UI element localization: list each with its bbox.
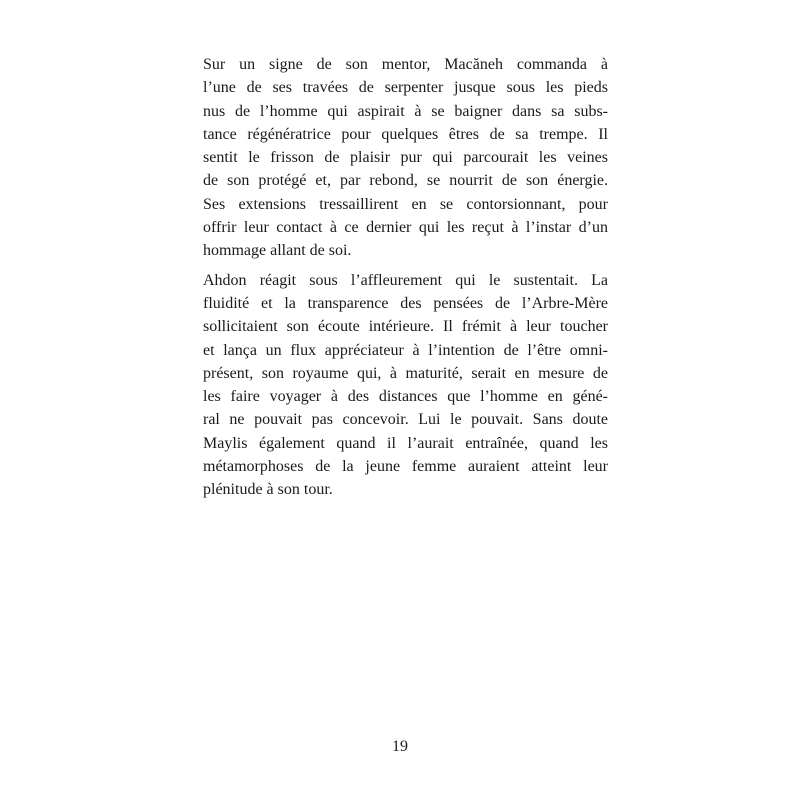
- text-line: Ahdon réagit sous l’affleurement qui le sustentait. La: [203, 271, 608, 289]
- text-line: sentit le frisson de plaisir pur qui parcourait les veines: [203, 149, 608, 167]
- text-line: nus de l’homme qui aspirait à se baigner dans sa subs-: [203, 102, 608, 120]
- text-line: plénitude à son tour.: [203, 481, 333, 499]
- text-line: ral ne pouvait pas concevoir. Lui le pouvait. Sans doute: [203, 411, 608, 429]
- text-line: et lança un flux appréciateur à l’intention de l’être omni-: [203, 341, 608, 359]
- paragraph-2: [203, 269, 608, 502]
- text-line: sollicitaient son écoute intérieure. Il frémit à leur toucher: [203, 318, 608, 336]
- paragraph-1: [203, 53, 608, 263]
- text-line: métamorphoses de la jeune femme auraient atteint leur: [203, 458, 608, 476]
- text-line: présent, son royaume qui, à maturité, serait en mesure de: [203, 364, 608, 382]
- text-line: Ses extensions tressaillirent en se contorsionnant, pour: [203, 195, 608, 213]
- text-line: Sur un signe de son mentor, Macăneh commanda à: [203, 56, 608, 73]
- page-number: 19: [392, 738, 408, 755]
- text-line: les faire voyager à des distances que l’homme en géné-: [203, 388, 608, 406]
- body-text: [203, 53, 608, 502]
- text-line: hommage allant de soi.: [203, 242, 352, 260]
- text-line: de son protégé et, par rebond, se nourrit de son énergie.: [203, 172, 608, 190]
- text-line: l’une de ses travées de serpenter jusque sous les pieds: [203, 79, 608, 97]
- text-line: offrir leur contact à ce dernier qui les reçut à l’instar d’un: [203, 219, 608, 237]
- text-line: fluidité et la transparence des pensées de l’Arbre-Mère: [203, 294, 608, 312]
- text-line: tance régénératrice pour quelques êtres de sa trempe. Il: [203, 125, 608, 143]
- text-line: Maylis également quand il l’aurait entraînée, quand les: [203, 434, 608, 452]
